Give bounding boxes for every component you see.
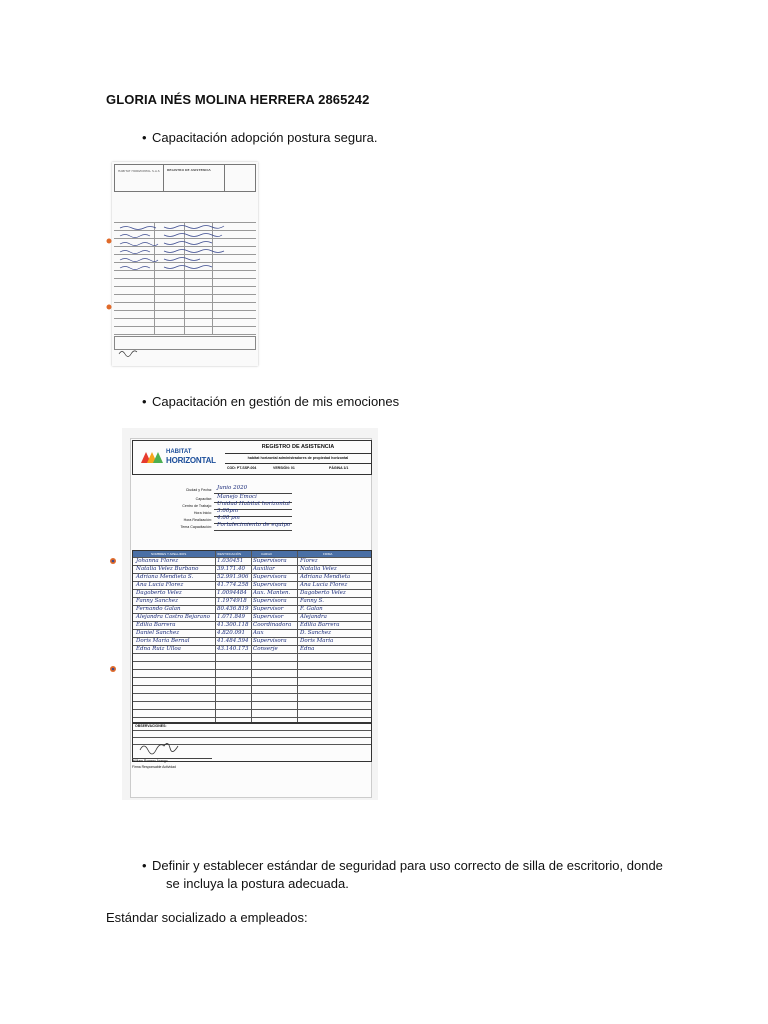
table-cell: Doris Maria Bernal xyxy=(136,638,190,644)
table-cell: 39.171.40 xyxy=(217,566,245,572)
table-cell: Florez xyxy=(300,558,318,564)
table-cell: Supervisora xyxy=(253,582,287,588)
column-header: NOMBRES Y APELLIDOS xyxy=(151,552,187,556)
field-label: Tema Capacitación: xyxy=(180,525,212,529)
bullet-text: Capacitación adopción postura segura. xyxy=(152,130,378,145)
table-cell: F. Galan xyxy=(300,606,323,612)
scan-marker-icon xyxy=(108,556,118,566)
habitat-horizontal-logo xyxy=(139,447,219,469)
table-cell: Supervisora xyxy=(253,558,287,564)
logo-text-line2: HORIZONTAL xyxy=(166,456,216,465)
table-cell: Alejandra Castro Bejarano xyxy=(136,614,210,620)
scan-marker-icon xyxy=(108,664,118,674)
bullet-item-3-continuation: se incluya la postura adecuada. xyxy=(166,876,349,891)
field-value: Fortalecimiento de equipo xyxy=(217,522,291,528)
scan-marker-icon xyxy=(104,236,114,246)
table-cell: Conserje xyxy=(253,646,278,652)
table-cell: Aux xyxy=(253,630,264,636)
footer-name: William Romero Arango xyxy=(132,759,168,763)
form-code: COD: PT-SSP-004 xyxy=(227,466,257,470)
table-cell: 52.991.906 xyxy=(217,574,249,580)
field-value: 4:00 pm xyxy=(217,515,240,521)
field-label: Hora Inicio: xyxy=(193,511,212,515)
scanned-attendance-form-1 xyxy=(112,162,258,366)
bullet-item-2 xyxy=(142,392,400,411)
logo-text-line1: HABITAT xyxy=(166,449,192,455)
table-cell: D. Sanchez xyxy=(300,630,332,636)
bullet-item-1 xyxy=(142,128,378,147)
bullet-marker: • xyxy=(142,858,147,873)
field-label: Centro de Trabajo: xyxy=(182,504,212,508)
bullet-marker: • xyxy=(142,130,147,145)
field-label: Capacitar: xyxy=(195,497,212,501)
field-label: Ciudad y Fecha: xyxy=(185,488,212,492)
table-cell: Edilia Barrera xyxy=(300,622,340,628)
table-cell: 1.1974918 xyxy=(217,598,247,604)
table-cell: Supervisor xyxy=(253,614,284,620)
scanned-attendance-form-2 xyxy=(122,428,378,800)
bullet-item-3 xyxy=(142,856,663,875)
bullet-text: Capacitación en gestión de mis emociones xyxy=(152,394,400,409)
form-header xyxy=(114,164,256,192)
logo-mark-icon xyxy=(139,450,163,464)
table-cell: Supervisor xyxy=(253,606,284,612)
table-cell: Adriana Mendieta S. xyxy=(136,574,194,580)
form-header xyxy=(132,440,372,475)
table-cell: 41.300.118 xyxy=(217,622,249,628)
form-version: VERSIÓN: 01 xyxy=(273,466,295,470)
field-value: Junio 2020 xyxy=(217,485,248,491)
field-value: Unidad Habitat horizontal xyxy=(217,501,291,507)
table-cell: Ana Lucia Florez xyxy=(136,582,184,588)
table-cell: Ana Lucia Florez xyxy=(300,582,348,588)
closing-text: Estándar socializado a empleados: xyxy=(106,910,308,925)
table-cell: Coordinadora xyxy=(253,622,292,628)
table-cell: Fanny S. xyxy=(300,598,324,604)
table-cell: Daniel Sanchez xyxy=(136,630,180,636)
table-cell: Fanny Sanchez xyxy=(136,598,179,604)
table-cell: Natalia Velez xyxy=(300,566,337,572)
signature-scribble xyxy=(118,348,142,358)
footer-role: Firma Responsable Actividad xyxy=(132,765,176,769)
form-title: REGISTRO DE ASISTENCIA xyxy=(167,168,211,172)
table-cell: Doris Maria xyxy=(300,638,334,644)
table-cell: 4.820.091 xyxy=(217,630,245,636)
bullet-marker: • xyxy=(142,394,147,409)
form-title: REGISTRO DE ASISTENCIA xyxy=(261,444,335,450)
attendance-table xyxy=(132,550,372,724)
table-cell: Supervisora xyxy=(253,598,287,604)
column-header: IDENTIFICACIÓN xyxy=(217,552,242,556)
table-cell: 41.484.594 xyxy=(217,638,249,644)
table-cell: 80.436.819 xyxy=(217,606,249,612)
form-subtitle: habitat horizontal administradores de propiedad horizontal xyxy=(247,456,349,460)
handwriting-scribbles xyxy=(118,224,254,274)
scan-marker-icon xyxy=(104,302,114,312)
table-cell: Alejandra xyxy=(300,614,327,620)
table-cell: Adriana Mendieta xyxy=(300,574,351,580)
table-cell: Aux. Manten. xyxy=(253,590,291,596)
table-cell: Fernando Galan xyxy=(136,606,181,612)
table-cell: Supervisora xyxy=(253,574,287,580)
table-cell: Edilia Barrera xyxy=(136,622,176,628)
field-value: 3:00pm xyxy=(217,508,239,514)
field-label: Hora Realización: xyxy=(183,518,212,522)
field-value: Manejo Emoci xyxy=(217,494,257,500)
table-cell: 43.140.173 xyxy=(217,646,249,652)
table-cell: Edna Ruiz Ulloa xyxy=(136,646,181,652)
table-cell: 1.0094484 xyxy=(217,590,247,596)
table-cell: Dagoberto Velez xyxy=(300,590,346,596)
table-cell: Auxiliar xyxy=(253,566,275,572)
bullet-text: Definir y establecer estándar de seguridad para uso correcto de silla de escritorio, donde xyxy=(152,858,663,873)
table-cell: 1.071.849 xyxy=(217,614,245,620)
table-cell: Edna xyxy=(300,646,315,652)
table-cell: Dagoberto Velez xyxy=(136,590,182,596)
form-company: HABITAT HORIZONTAL S.A.S xyxy=(118,169,160,173)
form-page: PÁGINA 1/1 xyxy=(329,466,349,470)
observations-label: OBSERVACIONES: xyxy=(135,724,167,728)
table-cell: Natalia Velez Burbano xyxy=(136,566,199,572)
signature-scribble xyxy=(138,740,182,756)
table-cell: Johanna Florez xyxy=(136,558,179,564)
table-cell: 1.030451 xyxy=(217,558,244,564)
page-heading: GLORIA INÉS MOLINA HERRERA 2865242 xyxy=(106,92,370,107)
table-cell: 41.774.258 xyxy=(217,582,249,588)
table-cell: Supervisora xyxy=(253,638,287,644)
column-header: FIRMA xyxy=(323,552,333,556)
column-header: CARGO xyxy=(261,552,273,556)
